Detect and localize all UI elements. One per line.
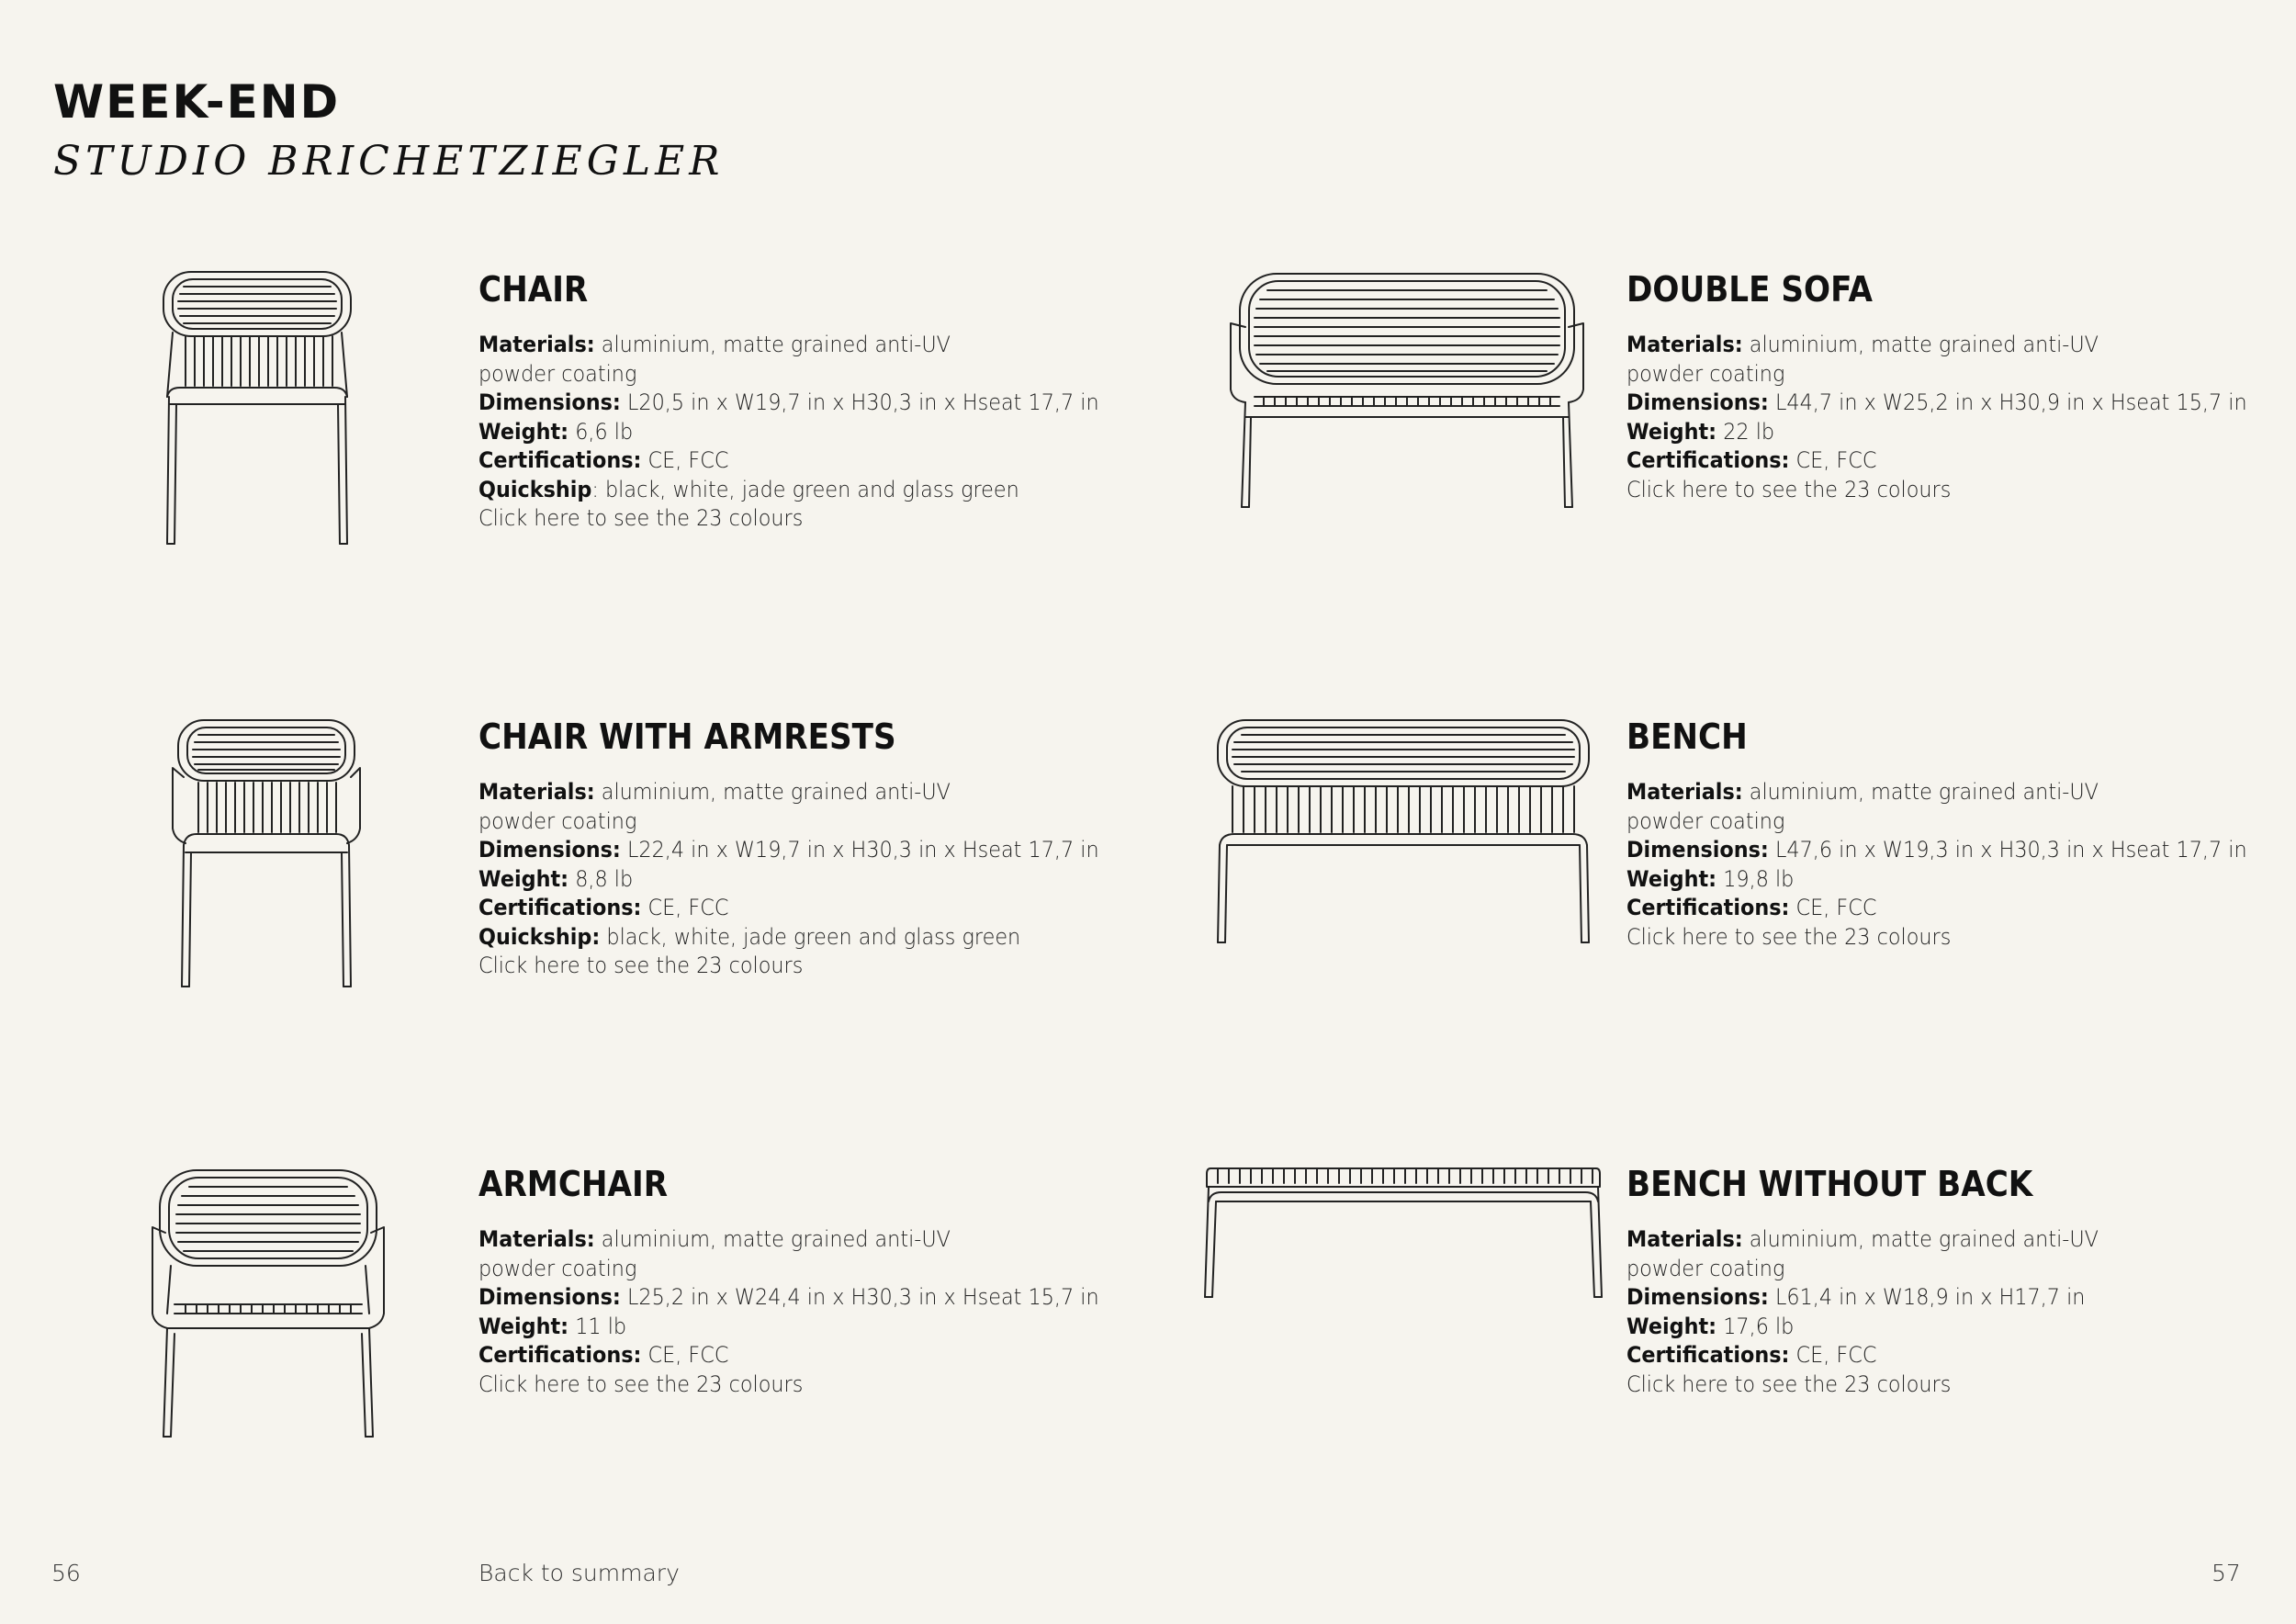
quickship-value: black, white, jade green and glass green	[606, 923, 1021, 950]
weight-value: 17,6 lb	[1723, 1313, 1795, 1339]
certifications-line	[1626, 894, 2224, 923]
dimensions-label: Dimensions:	[1626, 389, 1769, 415]
certifications-value: CE, FCC	[647, 895, 729, 920]
materials-line	[478, 1225, 1076, 1255]
back-to-summary-link[interactable]: Back to summary	[478, 1560, 680, 1586]
weight-value: 8,8 lb	[575, 865, 634, 892]
quickship-line	[478, 923, 1076, 953]
certifications-value: CE, FCC	[647, 1342, 729, 1368]
weight-label: Weight:	[478, 1313, 569, 1339]
product-bench	[1626, 716, 2269, 952]
product-double-sofa	[1626, 269, 2269, 504]
weight-label: Weight:	[1626, 418, 1717, 445]
materials-line	[1626, 778, 2224, 807]
designer-name: STUDIO BRICHETZIEGLER	[53, 138, 725, 185]
materials-value: aluminium, matte grained anti-UV	[1749, 1226, 2099, 1252]
page-number-left: 56	[51, 1560, 81, 1586]
weight-value: 19,8 lb	[1723, 865, 1795, 892]
weight-label: Weight:	[1626, 1313, 1717, 1339]
page-number-right: 57	[2212, 1560, 2241, 1586]
dimensions-line	[1626, 836, 2247, 865]
certifications-line	[478, 1341, 1076, 1370]
certifications-line	[478, 894, 1076, 923]
materials-line	[478, 331, 1076, 360]
materials-line-2: powder coating	[478, 360, 637, 387]
bench-drawing	[1214, 718, 1593, 948]
weight-value: 22 lb	[1723, 418, 1775, 445]
dimensions-line	[478, 836, 1099, 865]
dimensions-line	[1626, 389, 2247, 418]
product-chair-with-armrests	[478, 716, 1121, 981]
product-name: DOUBLE SOFA	[1626, 269, 1873, 310]
colours-link[interactable]: Click here to see the 23 colours	[1626, 476, 1952, 502]
certifications-value: CE, FCC	[1795, 1342, 1877, 1368]
certifications-label: Certifications:	[1626, 895, 1790, 920]
dimensions-value: L47,6 in x W19,3 in x H30,3 in x Hseat 17,7 in	[1774, 837, 2247, 863]
certifications-line	[1626, 1341, 2224, 1370]
weight-line	[478, 865, 1076, 895]
product-name: CHAIR	[478, 269, 589, 310]
dimensions-value: L22,4 in x W19,7 in x H30,3 in x Hseat 17,7 in	[626, 837, 1099, 863]
armchair-drawing	[149, 1167, 388, 1442]
weight-value: 6,6 lb	[575, 418, 634, 445]
certifications-value: CE, FCC	[1795, 447, 1877, 473]
materials-line-2: powder coating	[478, 1255, 637, 1281]
product-name: BENCH	[1626, 716, 1748, 757]
double-sofa-drawing	[1227, 272, 1587, 513]
certifications-line	[1626, 446, 2224, 476]
materials-line-2: powder coating	[1626, 360, 1785, 387]
materials-line-2: powder coating	[478, 807, 637, 834]
product-armchair	[478, 1164, 1121, 1399]
weight-line	[1626, 418, 2224, 447]
colours-link[interactable]: Click here to see the 23 colours	[478, 953, 804, 978]
quickship-line: Quickship: black, white, jade green and glass green	[478, 476, 1019, 502]
materials-line-2: powder coating	[1626, 1255, 1785, 1281]
certifications-label: Certifications:	[478, 895, 642, 920]
bench-without-back-drawing	[1201, 1165, 1605, 1303]
dimensions-value: L44,7 in x W25,2 in x H30,9 in x Hseat 15,7 in	[1774, 389, 2247, 415]
chair-with-armrests-drawing	[171, 718, 364, 992]
certifications-value: CE, FCC	[1795, 895, 1877, 920]
dimensions-value: L20,5 in x W19,7 in x H30,3 in x Hseat 17,7 in	[626, 389, 1099, 415]
certifications-label: Certifications:	[1626, 447, 1790, 473]
colours-link[interactable]: Click here to see the 23 colours	[478, 1370, 804, 1397]
dimensions-line	[478, 1283, 1099, 1313]
weight-label: Weight:	[1626, 865, 1717, 892]
materials-value: aluminium, matte grained anti-UV	[601, 779, 951, 805]
materials-label: Materials:	[1626, 1226, 1743, 1252]
materials-value: aluminium, matte grained anti-UV	[1749, 779, 2099, 805]
dimensions-label: Dimensions:	[478, 1284, 621, 1310]
certifications-value: CE, FCC	[647, 447, 729, 473]
colours-link[interactable]: Click here to see the 23 colours	[1626, 923, 1952, 950]
certifications-label: Certifications:	[478, 1342, 642, 1368]
materials-label: Materials:	[1626, 332, 1743, 357]
colours-link[interactable]: Click here to see the 23 colours	[1626, 1370, 1952, 1397]
product-name: BENCH WITHOUT BACK	[1626, 1164, 2033, 1204]
materials-value: aluminium, matte grained anti-UV	[1749, 332, 2099, 357]
quickship-value: black, white, jade green and glass green	[605, 476, 1019, 502]
materials-line	[1626, 331, 2224, 360]
dimensions-label: Dimensions:	[1626, 837, 1769, 863]
weight-label: Weight:	[478, 418, 569, 445]
dimensions-label: Dimensions:	[478, 837, 621, 863]
certifications-label: Certifications:	[1626, 1342, 1790, 1368]
weight-line	[478, 418, 1076, 447]
dimensions-line	[478, 389, 1099, 418]
collection-title: WEEK-END	[53, 75, 341, 129]
quickship-label: Quickship:	[478, 923, 601, 950]
product-name: ARMCHAIR	[478, 1164, 669, 1204]
weight-line	[1626, 1313, 2224, 1342]
materials-line	[1626, 1225, 2224, 1255]
materials-label: Materials:	[1626, 779, 1743, 805]
weight-line	[1626, 865, 2224, 895]
materials-label: Materials:	[478, 779, 595, 805]
materials-line	[478, 778, 1076, 807]
dimensions-value: L25,2 in x W24,4 in x H30,3 in x Hseat 15,7 in	[626, 1284, 1099, 1310]
product-bench-without-back	[1626, 1164, 2269, 1399]
dimensions-label: Dimensions:	[478, 389, 621, 415]
dimensions-label: Dimensions:	[1626, 1284, 1769, 1310]
weight-label: Weight:	[478, 865, 569, 892]
colours-link[interactable]: Click here to see the 23 colours	[478, 505, 804, 531]
product-name: CHAIR WITH ARMRESTS	[478, 716, 896, 757]
materials-label: Materials:	[478, 1226, 595, 1252]
weight-value: 11 lb	[575, 1313, 627, 1339]
materials-line-2: powder coating	[1626, 807, 1785, 834]
dimensions-line	[1626, 1283, 2224, 1313]
product-chair	[478, 269, 1121, 534]
weight-line	[478, 1313, 1076, 1342]
chair-drawing	[156, 268, 358, 549]
dimensions-value: L61,4 in x W18,9 in x H17,7 in	[1774, 1284, 2086, 1310]
quickship-label: Quickship	[478, 476, 592, 502]
materials-value: aluminium, matte grained anti-UV	[601, 1226, 951, 1252]
certifications-label: Certifications:	[478, 447, 642, 473]
materials-value: aluminium, matte grained anti-UV	[601, 332, 951, 357]
materials-label: Materials:	[478, 332, 595, 357]
certifications-line	[478, 446, 1076, 476]
